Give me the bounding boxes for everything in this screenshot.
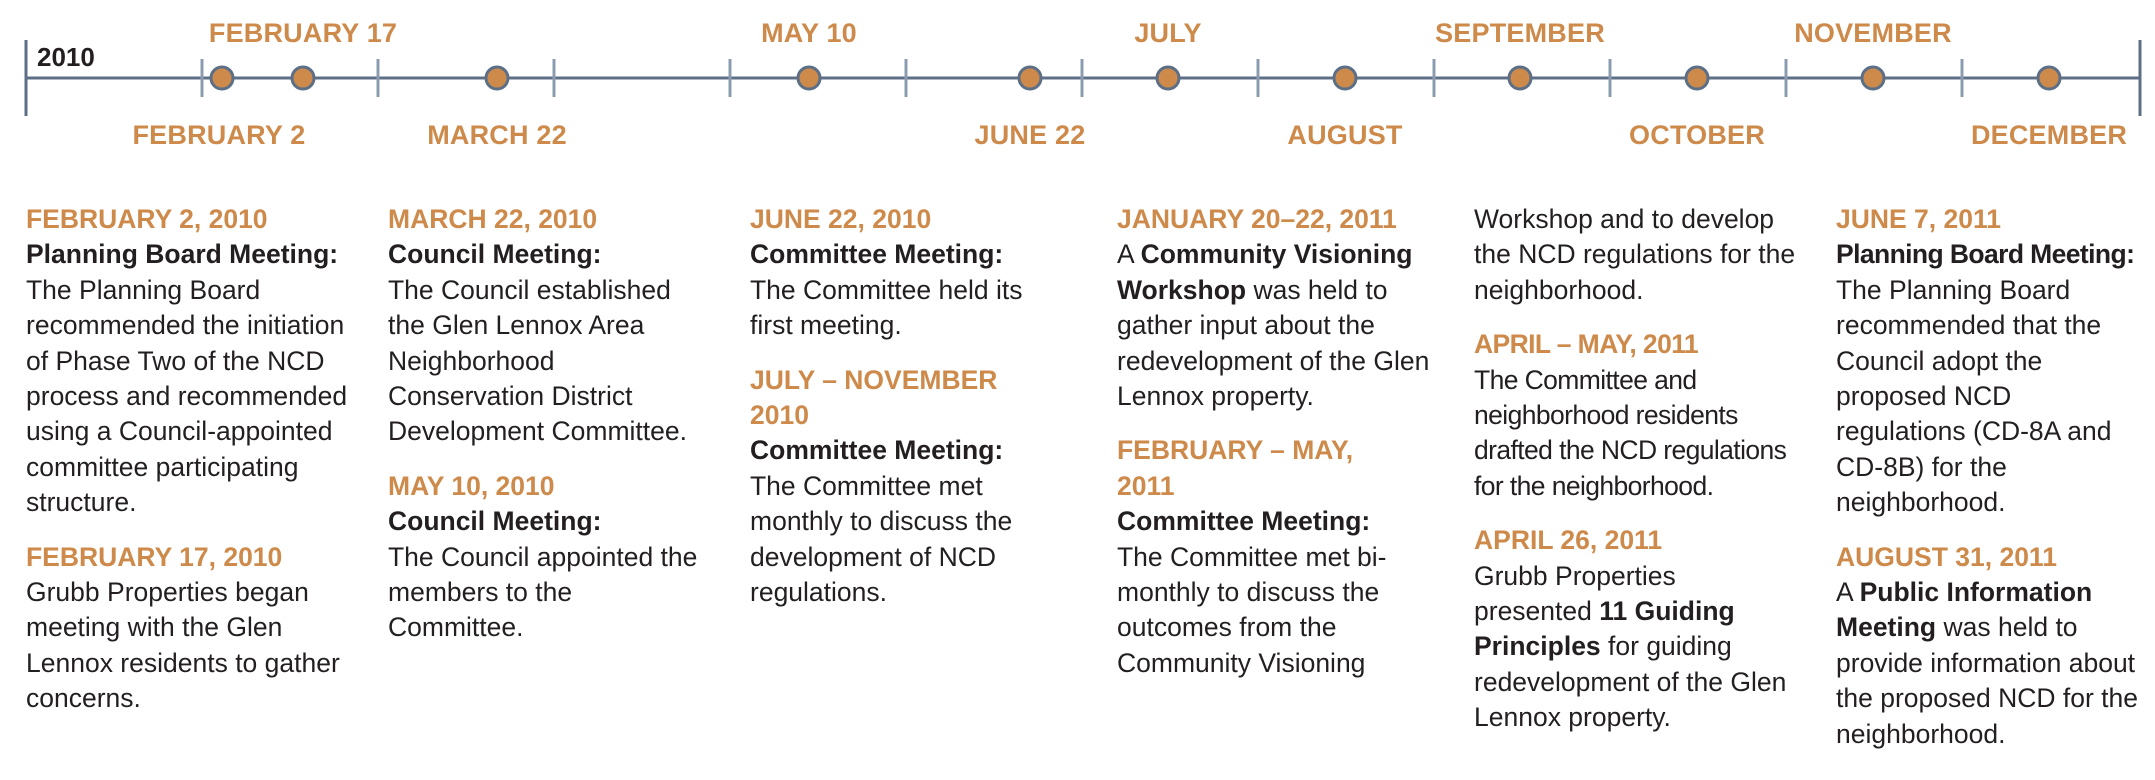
month-label-may-10: MAY 10 [761, 18, 857, 48]
marker-august [1334, 67, 1356, 89]
month-label-august: AUGUST [1287, 120, 1403, 150]
event-text: The Planning Board recommended the initiation of Phase Two of the NCD process and recommended using a Council-appointed committee participating structure. [26, 274, 348, 518]
month-label-february-17: FEBRUARY 17 [208, 18, 398, 48]
event-date: FEBRUARY 17, 2010 [26, 541, 283, 572]
event-mar-22-2010 [388, 202, 708, 450]
event-date: MARCH 22, 2010 [388, 204, 598, 234]
event-jan-20-22-2011 [1117, 202, 1432, 414]
marker-february-17 [292, 67, 314, 89]
marker-march-22 [486, 67, 508, 89]
event-column-2 [388, 202, 708, 665]
event-text-post: was held to provide information about the proposed NCD for the neighborhood. [1836, 612, 2138, 749]
event-text [1117, 237, 1432, 414]
month-label-march-22: MARCH 22 [427, 120, 567, 150]
event-text: Grubb Properties began meeting with the Glen Lennox residents to gather concerns. [26, 577, 340, 714]
event-text [1474, 559, 1799, 736]
event-title: Planning Board Meeting: [1836, 239, 2135, 270]
event-jun-7-2011 [1836, 202, 2141, 521]
event-aug-31-2011 [1836, 540, 2141, 752]
marker-july [1157, 67, 1179, 89]
event-text: The Planning Board recommended that the Council adopt the proposed NCD regulations (CD-8A and CD-8B) for the neighborhood. [1836, 274, 2112, 518]
event-title: Committee Meeting: [750, 435, 1004, 466]
marker-october [1686, 67, 1708, 89]
event-text: The Committee met monthly to discuss the development of NCD regulations. [750, 470, 1013, 608]
month-label-october: OCTOBER [1629, 120, 1765, 150]
event-date: JULY – NOVEMBER 2010 [750, 364, 998, 431]
event-date: JUNE 7, 2011 [1836, 204, 2002, 234]
event-column-5 [1474, 202, 1799, 755]
event-text-pre: A [1117, 239, 1141, 270]
month-label-november: NOVEMBER [1794, 18, 1952, 48]
event-feb-2-2010 [26, 202, 361, 521]
month-label-july: JULY [1134, 18, 1202, 48]
event-title: Planning Board Meeting: [26, 239, 339, 270]
event-text-bold: Public Information Meeting [1836, 577, 2093, 643]
event-continuation [1474, 202, 1799, 308]
event-apr-may-2011 [1474, 327, 1799, 504]
event-date: JUNE 22, 2010 [750, 204, 932, 234]
event-may-10-2010 [388, 469, 708, 646]
event-column-3 [750, 202, 1070, 629]
event-text: The Committee and neighborhood residents drafted the NCD regulations for the neighborhood. [1474, 364, 1787, 501]
marker-february-2 [211, 67, 233, 89]
event-text: The Council appointed the members to the Committee. [388, 541, 698, 643]
event-date: MAY 10, 2010 [388, 470, 555, 501]
month-label-june-22: JUNE 22 [974, 120, 1086, 150]
event-date: FEBRUARY – MAY, 2011 [1117, 435, 1354, 501]
marker-december [2038, 67, 2060, 89]
marker-november [1862, 67, 1884, 89]
event-title: Council Meeting: [388, 506, 602, 537]
month-label-september: SEPTEMBER [1435, 18, 1605, 48]
marker-june-22 [1019, 67, 1041, 89]
event-text-bold: 11 Guiding Principles [1474, 596, 1735, 662]
event-column-6 [1836, 202, 2141, 771]
event-date: APRIL 26, 2011 [1474, 525, 1663, 556]
event-text-post: for guiding redevelopment of the Glen Lennox property. [1474, 631, 1787, 733]
event-text-bold: Community Visioning Workshop [1117, 239, 1413, 305]
year-label: 2010 [37, 42, 95, 72]
event-date: AUGUST 31, 2011 [1836, 541, 2057, 572]
marker-may-10 [798, 67, 820, 89]
event-text: The Committee held its first meeting. [750, 274, 1023, 341]
event-text [1836, 575, 2141, 752]
event-date: FEBRUARY 2, 2010 [26, 204, 268, 234]
event-column-4 [1117, 202, 1432, 700]
event-jul-nov-2010 [750, 363, 1070, 611]
marker-september [1509, 67, 1531, 89]
month-label-february-2: FEBRUARY 2 [132, 120, 306, 150]
event-text: The Committee met bi-monthly to discuss the outcomes from the Community Visioning [1117, 541, 1387, 678]
event-text-pre: Grubb Properties presented [1474, 560, 1676, 627]
event-text-post: was held to gather input about the redevelopment of the Glen Lennox property. [1117, 274, 1430, 412]
event-date: JANUARY 20–22, 2011 [1117, 204, 1397, 234]
event-title: Committee Meeting: [1117, 506, 1371, 537]
event-text-pre: A [1836, 577, 1860, 608]
event-text: The Council established the Glen Lennox Area Neighborhood Conservation District Development Committee. [388, 274, 687, 447]
event-title: Committee Meeting: [750, 239, 1004, 270]
event-feb-17-2010 [26, 540, 361, 717]
event-date: APRIL – MAY, 2011 [1474, 329, 1699, 360]
event-jun-22-2010 [750, 202, 1070, 344]
event-feb-may-2011 [1117, 433, 1432, 681]
event-apr-26-2011 [1474, 523, 1799, 735]
event-column-1 [26, 202, 361, 736]
event-title: Council Meeting: [388, 239, 602, 270]
timeline [0, 0, 2155, 170]
month-label-december: DECEMBER [1970, 120, 2128, 150]
event-text: Workshop and to develop the NCD regulations for the neighborhood. [1474, 204, 1796, 305]
